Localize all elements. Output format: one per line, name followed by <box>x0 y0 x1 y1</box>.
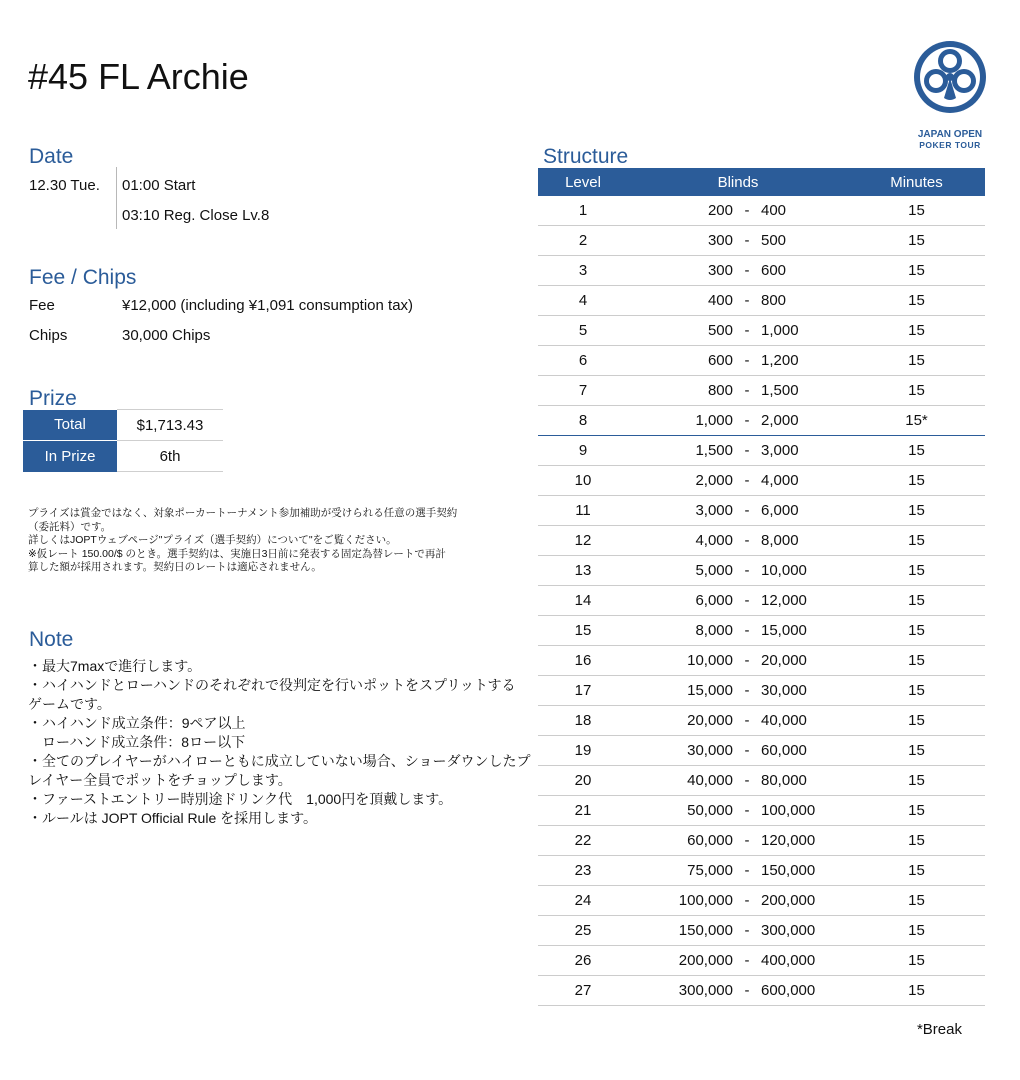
structure-row <box>538 826 985 856</box>
row-blinds <box>628 196 848 226</box>
big-blind: 120,000 <box>761 832 816 849</box>
big-blind: 400 <box>761 202 787 219</box>
col-level: Level <box>538 168 628 196</box>
big-blind: 400,000 <box>761 952 816 969</box>
structure-row <box>538 346 985 376</box>
small-blind: 8,000 <box>695 622 733 639</box>
structure-row <box>538 856 985 886</box>
structure-row <box>538 316 985 346</box>
row-level: 23 <box>538 856 628 886</box>
structure-row <box>538 496 985 526</box>
structure-row <box>538 526 985 556</box>
structure-row <box>538 946 985 976</box>
blind-separator: - <box>744 772 750 789</box>
note-text: ・最大7maxで進行します。 ・ハイハンドとローハンドのそれぞれで役判定を行いポットをスプリットする ゲームです。 ・ハイハンド成立条件：9ペア以上 ローハンド成立条件：8ロー以下 ・全てのプレイヤーがハイローともに成立していない場合、ショーダウンしたプ レイヤー全員でポットをチョップします。 ・ファーストエントリー時別途ドリンク代 1,000円を頂戴します。 ・ルールは JOPT Official Rule を採用します。 <box>28 658 531 826</box>
row-minutes: 15 <box>848 706 985 736</box>
big-blind: 20,000 <box>761 652 807 669</box>
small-blind: 5,000 <box>695 562 733 579</box>
row-minutes: 15 <box>848 496 985 526</box>
row-minutes: 15 <box>848 976 985 1006</box>
row-minutes: 15 <box>848 736 985 766</box>
small-blind: 75,000 <box>687 862 733 879</box>
row-blinds <box>628 556 848 586</box>
row-minutes: 15 <box>848 856 985 886</box>
row-blinds <box>628 706 848 736</box>
blind-separator: - <box>744 682 750 699</box>
small-blind: 1,000 <box>695 412 733 429</box>
small-blind: 200 <box>707 202 733 219</box>
structure-row <box>538 256 985 286</box>
structure-row <box>538 616 985 646</box>
blind-separator: - <box>744 892 750 909</box>
jopt-logo <box>904 40 996 150</box>
row-level: 10 <box>538 466 628 496</box>
fee-value: ¥12,000 (including ¥1,091 consumption tax) <box>122 297 414 314</box>
small-blind: 500 <box>707 322 733 339</box>
date-reg-close: 03:10 Reg. Close Lv.8 <box>122 207 270 224</box>
row-level: 22 <box>538 826 628 856</box>
big-blind: 150,000 <box>761 862 816 879</box>
small-blind: 800 <box>707 382 733 399</box>
row-level: 27 <box>538 976 628 1006</box>
small-blind: 600 <box>707 352 733 369</box>
club-logo-icon <box>904 40 996 120</box>
structure-heading: Structure <box>543 145 629 168</box>
row-minutes: 15 <box>848 946 985 976</box>
small-blind: 3,000 <box>695 502 733 519</box>
row-minutes: 15 <box>848 556 985 586</box>
row-blinds <box>628 436 848 466</box>
row-blinds <box>628 256 848 286</box>
row-level: 26 <box>538 946 628 976</box>
row-minutes: 15 <box>848 916 985 946</box>
structure-row <box>538 586 985 616</box>
row-blinds <box>628 826 848 856</box>
row-minutes: 15 <box>848 586 985 616</box>
big-blind: 8,000 <box>761 532 799 549</box>
prize-table <box>23 409 223 472</box>
big-blind: 30,000 <box>761 682 807 699</box>
blind-separator: - <box>744 412 750 429</box>
big-blind: 40,000 <box>761 712 807 729</box>
row-level: 24 <box>538 886 628 916</box>
structure-row <box>538 796 985 826</box>
break-note: *Break <box>916 1021 962 1038</box>
blind-separator: - <box>744 442 750 459</box>
row-blinds <box>628 286 848 316</box>
date-divider <box>116 167 117 229</box>
row-level: 8 <box>538 406 628 436</box>
structure-table <box>538 168 985 1006</box>
row-level: 19 <box>538 736 628 766</box>
chips-value: 30,000 Chips <box>122 327 211 344</box>
date-heading: Date <box>29 145 74 168</box>
big-blind: 80,000 <box>761 772 807 789</box>
big-blind: 600 <box>761 262 787 279</box>
chips-label: Chips <box>29 327 68 344</box>
big-blind: 6,000 <box>761 502 799 519</box>
small-blind: 150,000 <box>678 922 733 939</box>
date-start: 01:00 Start <box>122 177 196 194</box>
prize-inprize-value: 6th <box>117 441 223 472</box>
big-blind: 3,000 <box>761 442 799 459</box>
blind-separator: - <box>744 592 750 609</box>
big-blind: 60,000 <box>761 742 807 759</box>
prize-total-value: $1,713.43 <box>117 410 223 441</box>
structure-row <box>538 646 985 676</box>
row-blinds <box>628 376 848 406</box>
big-blind: 200,000 <box>761 892 816 909</box>
row-blinds <box>628 346 848 376</box>
row-blinds <box>628 466 848 496</box>
fee-label: Fee <box>29 297 55 314</box>
page-title: #45 FL Archie <box>28 56 249 97</box>
row-minutes: 15 <box>848 676 985 706</box>
row-level: 14 <box>538 586 628 616</box>
blind-separator: - <box>744 742 750 759</box>
structure-row <box>538 436 985 466</box>
row-minutes: 15 <box>848 466 985 496</box>
row-level: 18 <box>538 706 628 736</box>
prize-inprize-row <box>23 441 223 472</box>
blind-separator: - <box>744 502 750 519</box>
row-level: 1 <box>538 196 628 226</box>
row-blinds <box>628 646 848 676</box>
structure-row <box>538 886 985 916</box>
row-level: 5 <box>538 316 628 346</box>
structure-row <box>538 226 985 256</box>
row-level: 20 <box>538 766 628 796</box>
small-blind: 200,000 <box>678 952 733 969</box>
small-blind: 300 <box>707 232 733 249</box>
blind-separator: - <box>744 862 750 879</box>
big-blind: 4,000 <box>761 472 799 489</box>
small-blind: 4,000 <box>695 532 733 549</box>
blind-separator: - <box>744 262 750 279</box>
date-day: 12.30 Tue. <box>29 177 100 194</box>
big-blind: 1,200 <box>761 352 799 369</box>
row-minutes: 15* <box>848 406 985 436</box>
big-blind: 800 <box>761 292 787 309</box>
small-blind: 50,000 <box>687 802 733 819</box>
blind-separator: - <box>744 292 750 309</box>
structure-row <box>538 736 985 766</box>
small-blind: 15,000 <box>687 682 733 699</box>
row-level: 2 <box>538 226 628 256</box>
blind-separator: - <box>744 622 750 639</box>
blind-separator: - <box>744 382 750 399</box>
row-blinds <box>628 856 848 886</box>
small-blind: 10,000 <box>687 652 733 669</box>
row-minutes: 15 <box>848 226 985 256</box>
row-level: 25 <box>538 916 628 946</box>
row-blinds <box>628 736 848 766</box>
row-blinds <box>628 976 848 1006</box>
blind-separator: - <box>744 922 750 939</box>
row-blinds <box>628 316 848 346</box>
row-blinds <box>628 226 848 256</box>
structure-row <box>538 976 985 1006</box>
small-blind: 20,000 <box>687 712 733 729</box>
row-level: 12 <box>538 526 628 556</box>
row-level: 9 <box>538 436 628 466</box>
row-blinds <box>628 616 848 646</box>
row-level: 21 <box>538 796 628 826</box>
structure-row <box>538 556 985 586</box>
structure-row <box>538 706 985 736</box>
structure-row <box>538 376 985 406</box>
blind-separator: - <box>744 232 750 249</box>
row-minutes: 15 <box>848 376 985 406</box>
row-minutes: 15 <box>848 886 985 916</box>
row-minutes: 15 <box>848 436 985 466</box>
blind-separator: - <box>744 352 750 369</box>
row-level: 16 <box>538 646 628 676</box>
row-blinds <box>628 586 848 616</box>
row-blinds <box>628 946 848 976</box>
row-blinds <box>628 916 848 946</box>
row-blinds <box>628 796 848 826</box>
blind-separator: - <box>744 562 750 579</box>
blind-separator: - <box>744 322 750 339</box>
col-minutes: Minutes <box>848 168 985 196</box>
col-blinds: Blinds <box>628 168 848 196</box>
big-blind: 15,000 <box>761 622 807 639</box>
row-minutes: 15 <box>848 346 985 376</box>
blind-separator: - <box>744 712 750 729</box>
prize-total-label: Total <box>23 410 117 441</box>
small-blind: 1,500 <box>695 442 733 459</box>
big-blind: 1,500 <box>761 382 799 399</box>
big-blind: 1,000 <box>761 322 799 339</box>
big-blind: 2,000 <box>761 412 799 429</box>
blind-separator: - <box>744 652 750 669</box>
row-blinds <box>628 766 848 796</box>
row-level: 13 <box>538 556 628 586</box>
note-heading: Note <box>29 628 74 651</box>
small-blind: 100,000 <box>678 892 733 909</box>
blind-separator: - <box>744 802 750 819</box>
structure-header-row <box>538 168 985 196</box>
blind-separator: - <box>744 952 750 969</box>
prize-heading: Prize <box>29 387 77 410</box>
big-blind: 300,000 <box>761 922 816 939</box>
small-blind: 300 <box>707 262 733 279</box>
small-blind: 300,000 <box>678 982 733 999</box>
small-blind: 30,000 <box>687 742 733 759</box>
blind-separator: - <box>744 202 750 219</box>
blind-separator: - <box>744 472 750 489</box>
row-level: 11 <box>538 496 628 526</box>
brand-line2: POKER TOUR <box>919 140 981 150</box>
prize-disclaimer: プライズは賞金ではなく、対象ポーカートーナメント参加補助が受けられる任意の選手契約 （委託料）です。 詳しくはJOPTウェブページ"プライズ（選手契約）について"をご覧ください。 ※仮レート 150.00/$ のとき。選手契約は、実施日3日前に発表する固定為替レートで再計 算した額が採用されます。契約日のレートは適応されません。 <box>28 507 458 573</box>
fee-heading: Fee / Chips <box>29 266 137 289</box>
row-minutes: 15 <box>848 616 985 646</box>
structure-row <box>538 466 985 496</box>
small-blind: 60,000 <box>687 832 733 849</box>
prize-inprize-label: In Prize <box>23 441 117 472</box>
big-blind: 12,000 <box>761 592 807 609</box>
row-blinds <box>628 496 848 526</box>
row-blinds <box>628 886 848 916</box>
row-level: 3 <box>538 256 628 286</box>
row-level: 15 <box>538 616 628 646</box>
row-minutes: 15 <box>848 526 985 556</box>
row-blinds <box>628 676 848 706</box>
row-minutes: 15 <box>848 766 985 796</box>
big-blind: 600,000 <box>761 982 816 999</box>
row-blinds <box>628 406 848 436</box>
big-blind: 100,000 <box>761 802 816 819</box>
row-level: 17 <box>538 676 628 706</box>
structure-row <box>538 286 985 316</box>
row-minutes: 15 <box>848 196 985 226</box>
row-minutes: 15 <box>848 256 985 286</box>
row-level: 7 <box>538 376 628 406</box>
structure-row <box>538 676 985 706</box>
structure-row <box>538 916 985 946</box>
row-minutes: 15 <box>848 316 985 346</box>
small-blind: 6,000 <box>695 592 733 609</box>
small-blind: 2,000 <box>695 472 733 489</box>
prize-total-row <box>23 410 223 441</box>
row-level: 6 <box>538 346 628 376</box>
row-minutes: 15 <box>848 826 985 856</box>
big-blind: 10,000 <box>761 562 807 579</box>
blind-separator: - <box>744 532 750 549</box>
row-minutes: 15 <box>848 286 985 316</box>
row-minutes: 15 <box>848 646 985 676</box>
blind-separator: - <box>744 982 750 999</box>
structure-row <box>538 406 985 436</box>
row-level: 4 <box>538 286 628 316</box>
big-blind: 500 <box>761 232 787 249</box>
brand-line1: JAPAN OPEN <box>917 129 983 140</box>
blind-separator: - <box>744 832 750 849</box>
structure-row <box>538 196 985 226</box>
small-blind: 40,000 <box>687 772 733 789</box>
structure-row <box>538 766 985 796</box>
row-blinds <box>628 526 848 556</box>
row-minutes: 15 <box>848 796 985 826</box>
small-blind: 400 <box>707 292 733 309</box>
